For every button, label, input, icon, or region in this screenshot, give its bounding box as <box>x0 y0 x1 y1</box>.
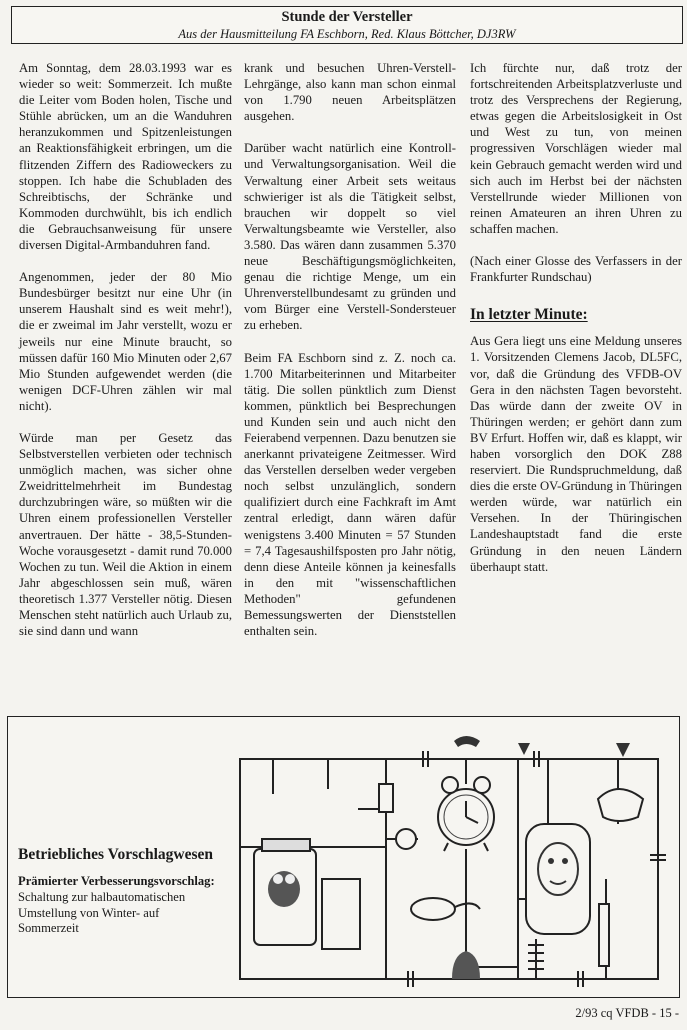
alarm-clock <box>438 777 494 851</box>
page-footer: 2/93 cq VFDB - 15 - <box>575 1006 679 1020</box>
box-title: Betriebliches Vorschlagwesen <box>18 846 214 863</box>
paragraph: Am Sonntag, dem 28.03.1993 war es wieder so weit: Sommerzeit. Ich mußte die Leiter vom Boden holen, Tische und Stühle abrücken, um an die Wanduhren heranzukommen und Spitzenleistungen an Reaktionsfähigkeit erbringen, um die flitzenden Ziffern des Radioweckers zu stoppen. Ich habe die Schubladen des Schreibtischs, der Schränke und Kommoden durchwühlt, bis ich endlich die Gebrauchsanweisung für unsere diversen Digital-Armbanduhren fand. <box>19 61 232 253</box>
paragraph: Darüber wacht natürlich eine Kontroll- und Verwaltungsorganisation. Weil die Verwaltung einer Arbeit sets weitaus schwieriger ist als die Tätigkeit selbst, brauchen wir doppelt so viel Verwaltungsbeamte wie Versteller, also 3.580. Das wären dann zusammen 5.370 neue Beschäftigungsmöglichkeiten, genau die richtige Menge, um ein Uhrenverstellbundesamt zu gründen und vom Bürger eine Verstell-Sondersteuer zu erheben. <box>244 141 456 333</box>
article-header <box>11 6 683 44</box>
column-2 <box>244 60 456 655</box>
paragraph: Würde man per Gesetz das Selbstverstellen verbieten oder technisch unmöglich machen, was sicher ohne Zweidrittelmehrheit im Bundestag durchzubringen wäre, so müßten wir die Uhren einem professionellen Versteller anvertrauen. Der hätte - 38,5-Stunden-Woche vorausgesetzt - damit rund 70.000 Wochen zu tun. Weil die Aktion in einem Jahr abgeschlossen sein muß, wären theoretisch 1.377 Versteller nötig. Diesen Menschen steht natürlich auch Urlaub zu, sie sind dann und wann <box>19 430 232 639</box>
paragraph: krank und besuchen Uhren-Verstell-Lehrgänge, also kann man schon einmal von 1.790 neuen Arbeitsplätzen ausgehen. <box>244 61 456 124</box>
article-subtitle: Aus der Hausmitteilung FA Eschborn, Red. Klaus Böttcher, DJ3RW <box>178 27 516 41</box>
show-through <box>0 215 3 254</box>
box-subtitle: Prämierter Verbesserungsvorschlag: <box>18 874 215 888</box>
paragraph: (Nach einer Glosse des Verfassers in der Frankfurter Rundschau) <box>470 254 682 285</box>
face-jar <box>526 824 590 934</box>
paragraph: Angenommen, jeder der 80 Mio Bundesbürger besitzt nur eine Uhr (in unserem Haushalt sind es weit mehr!), die er zweimal im Jahr verstellt, wozu er jeweils nur eine Minute braucht, so müssen dafür 160 Mio Minuten oder 2,67 Mio Stunden aufgewendet werden (die wenigen DCF-Uhren zählen wir mal nicht). <box>19 270 232 413</box>
frog-jar <box>254 839 316 945</box>
proposal-box <box>7 716 680 998</box>
section-heading: In letzter Minute: <box>470 306 588 324</box>
circuit-illustration <box>218 729 673 987</box>
paragraph: Ich fürchte nur, daß trotz der fortschreitenden Arbeitsplatzverluste und trotz des Versprechens der Regierung, etwas gegen die Arbeitslosigkeit in Ost und West zu tun, von meinen progressiven Vorschlägen wieder mal kein Gebrauch gemacht werden wird und sich auch im Herbst bei der nächsten Verstellrunde wieder Millionen von reinen Amateuren an ihren Uhren zu schaffen machen. <box>470 61 682 236</box>
paragraph: Beim FA Eschborn sind z. Z. noch ca. 1.700 Mitarbeiterinnen und Mitarbeiter tätig. Die sollen pünktlich zum Dienst kommen, pünktlich bei Besprechungen und Kunden sein und auch nicht den Feierabend verpennen. Dazu benutzen sie anerkannt privateigene Zeitmesser. Wird das Verstellen derselben weder vergeben noch selbst unzulänglich, sondern qualifiziert durch eine Fachkraft im Amt zentral erledigt, dann wären dafür wenigstens 3.400 Minuten = 57 Stunden = 7,4 Tagesaushilfsposten pro Jahr nötig, denn diese Anteile können ja keinesfalls in den mit "wissenschaftlichen Methoden" gefundenen Bemessungswerten der Dienststellen enthalten sein. <box>244 350 456 639</box>
paragraph: Aus Gera liegt uns eine Meldung unseres 1. Vorsitzenden Clemens Jacob, DL5FC, vor, daß die Gründung des VFDB-OV Gera in den nächsten Tagen bevorsteht. Das würde dann der zweite OV in Thüringen werden; er gehört dann zum BV Erfurt. Hoffen wir, daß es klappt, wir haben vorsorglich den DOK Z88 reserviert. Die Rundspruchmeldung, daß dies die erste OV-Gründung in Thüringen werden würde, war natürlich ein Versehen. In der Thüringischen Landeshauptstadt fand die erste Gründung in den neuen Ländern überhaupt statt. <box>470 334 682 574</box>
column-1 <box>19 60 232 655</box>
box-description: Schaltung zur halbautomatischen Umstellung von Winter- auf Sommerzeit <box>18 890 186 936</box>
article-title: Stunde der Versteller <box>281 9 413 25</box>
column-3 <box>470 60 682 591</box>
